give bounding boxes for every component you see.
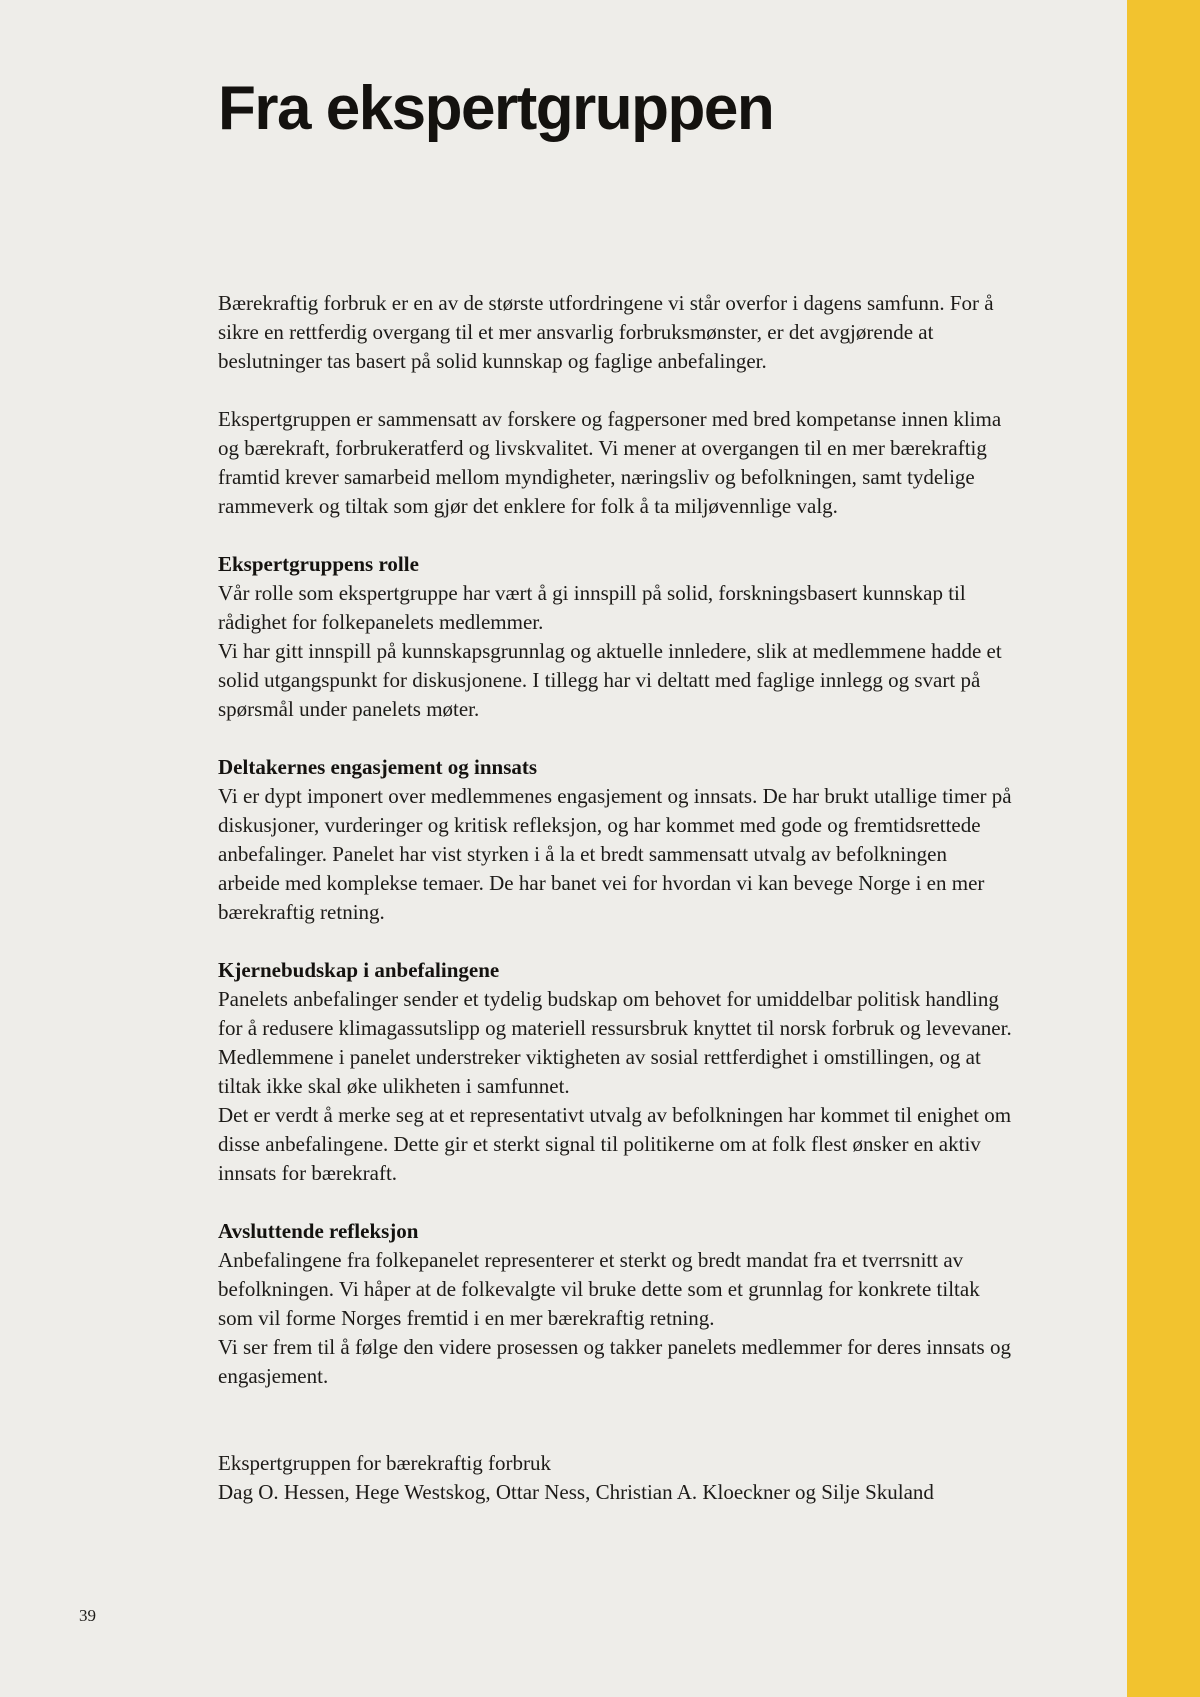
accent-stripe [1127, 0, 1200, 1697]
signature-members: Dag O. Hessen, Hege Westskog, Ottar Ness, Christian A. Kloeckner og Silje Skuland [218, 1480, 934, 1505]
section-paragraph: Vi ser frem til å følge den videre prosessen og takker panelets medlemmer for deres innsats og engasjement. [218, 1335, 1011, 1389]
signature-block [218, 1449, 1013, 1507]
intro-paragraph-1: Bærekraftig forbruk er en av de største utfordringene vi står overfor i dagens samfunn. For å sikre en rettferdig overgang til et mer ansvarlig forbruksmønster, er det avgjørende at beslutninger tas basert på solid kunnskap og faglige anbefalinger. [218, 291, 994, 374]
section-paragraph: Vår rolle som ekspertgruppe har vært å gi innspill på solid, forskningsbasert kunnskap til rådighet for folkepanelets medlemmer. [218, 581, 966, 635]
page-number: 39 [79, 1606, 96, 1625]
section-avsluttende-refleksjon [218, 1217, 1013, 1391]
section-heading: Avsluttende refleksjon [218, 1219, 419, 1244]
section-ekspertgruppens-rolle [218, 550, 1013, 724]
page-content [218, 76, 1013, 1507]
section-kjernebudskap [218, 956, 1013, 1188]
section-paragraph: Panelets anbefalinger sender et tydelig budskap om behovet for umiddelbar politisk handling for å redusere klimagassutslipp og materiell ressursbruk knyttet til norsk forbruk og levevaner. Medlemmene i panelet understreker viktigheten av sosial rettferdighet i omstillingen, og at tiltak ikke skal øke ulikheten i samfunnet. [218, 987, 1012, 1099]
body-text [218, 289, 1013, 1507]
section-paragraph: Vi har gitt innspill på kunnskapsgrunnlag og aktuelle innledere, slik at medlemmene hadde et solid utgangspunkt for diskusjonene. I tillegg har vi deltatt med faglige innlegg og svart på spørsmål under panelets møter. [218, 639, 1002, 722]
section-deltakernes-engasjement [218, 753, 1013, 927]
section-paragraph: Det er verdt å merke seg at et representativt utvalg av befolkningen har kommet til enighet om disse anbefalingene. Dette gir et sterkt signal til politikerne om at folk flest ønsker en aktiv innsats for bærekraft. [218, 1103, 1012, 1186]
section-paragraph: Vi er dypt imponert over medlemmenes engasjement og innsats. De har brukt utallige timer på diskusjoner, vurderinger og kritisk refleksjon, og har kommet med gode og fremtidsrettede anbefalinger. Panelet har vist styrken i å la et bredt sammensatt utvalg av befolkningen arbeide med komplekse temaer. De har banet vei for hvordan vi kan bevege Norge i en mer bærekraftig retning. [218, 784, 1012, 925]
section-heading: Ekspertgruppens rolle [218, 552, 419, 577]
signature-group-name: Ekspertgruppen for bærekraftig forbruk [218, 1451, 551, 1476]
page-title: Fra ekspertgruppen [218, 74, 774, 143]
intro-paragraph-2: Ekspertgruppen er sammensatt av forskere og fagpersoner med bred kompetanse innen klima og bærekraft, forbrukeratferd og livskvalitet. Vi mener at overgangen til en mer bærekraftig framtid krever samarbeid mellom myndigheter, næringsliv og befolkningen, samt tydelige rammeverk og tiltak som gjør det enklere for folk å ta miljøvennlige valg. [218, 407, 1002, 519]
section-heading: Deltakernes engasjement og innsats [218, 755, 538, 780]
section-paragraph: Anbefalingene fra folkepanelet representerer et sterkt og bredt mandat fra et tverrsnitt av befolkningen. Vi håper at de folkevalgte vil bruke dette som et grunnlag for konkrete tiltak som vil forme Norges fremtid i en mer bærekraftig retning. [218, 1248, 980, 1331]
section-heading: Kjernebudskap i anbefalingene [218, 958, 500, 983]
